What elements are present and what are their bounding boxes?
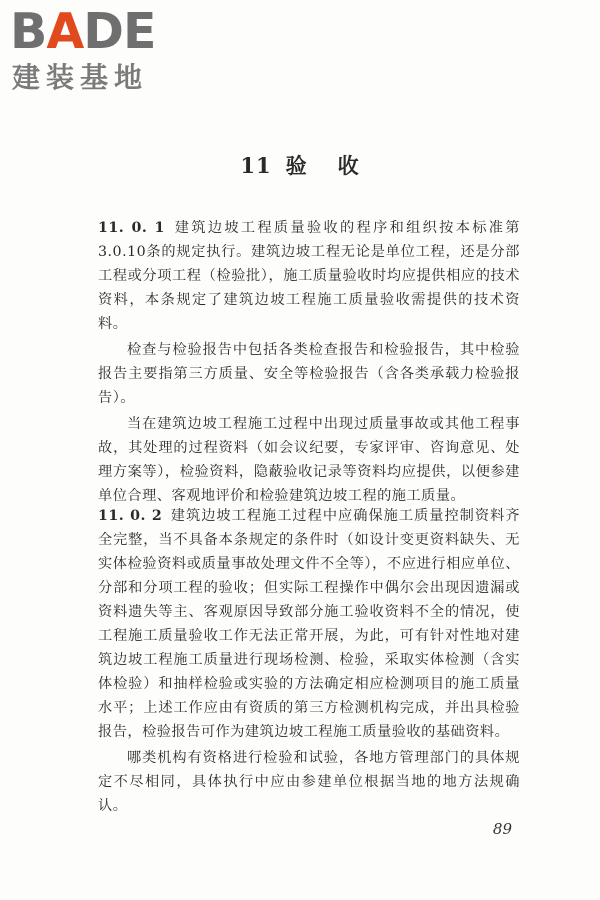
paragraph: 哪类机构有资格进行检验和试验，各地方管理部门的具体规定不尽相同，具体执行中应由参建单位根据当地的地方法规确认。 — [98, 750, 520, 814]
clause-paragraph — [98, 504, 520, 744]
bade-logo — [10, 3, 175, 98]
paragraph: 检查与检验报告中包括各类检查报告和检验报告，其中检验报告主要指第三方质量、安全等检验报告（含各类承载力检验报告）。 — [98, 342, 520, 406]
logo-letter-b: B — [10, 3, 47, 60]
logo-letter-a-accent: A — [46, 3, 84, 60]
page-number: 89 — [492, 820, 512, 838]
logo-wordmark — [10, 3, 156, 60]
section-11-0-1 — [98, 216, 520, 508]
clause-paragraph — [98, 216, 520, 336]
clause-number: 11. 0. 2 — [98, 508, 163, 524]
logo-letters-de: DE — [83, 3, 156, 60]
paragraph: 当在建筑边坡工程施工过程中出现过质量事故或其他工程事故，其处理的过程资料（如会议纪要，专家评审、咨询意见、处理方案等），检验资料，隐蔽验收记录等资料均应提供，以便参建单位合理、客观地评价和检验建筑边坡工程的施工质量。 — [98, 416, 520, 504]
chapter-title — [0, 150, 600, 180]
clause-number: 11. 0. 1 — [98, 220, 165, 236]
chapter-title-char-2: 收 — [337, 153, 360, 178]
paragraph-text: 建筑边坡工程施工过程中应确保施工质量控制资料齐全完整，当不具备本条规定的条件时（如设计变更资料缺失、无实体检验资料或质量事故处理文件不全等），不应进行相应单位、分部和分项工程的验收；但实际工程操作中偶尔会出现因遗漏或资料遗失等主、客观原因导致部分施工验收资料不全的情况，使工程施工质量验收工作无法正常开展，为此，可有针对性地对建筑边坡工程施工质量进行现场检测、检验，采取实体检测（含实体检验）和抽样检验或实验的方法确定相应检测项目的施工质量水平；上述工作应由有资质的第三方检测机构完成，并出具检验报告，检验报告可作为建筑边坡工程施工质量验收的基础资料。 — [98, 508, 520, 740]
chapter-number: 11 — [240, 153, 272, 178]
chapter-title-char-1: 验 — [285, 153, 308, 178]
paragraph-text: 建筑边坡工程质量验收的程序和组织按本标准第3.0.10条的规定执行。建筑边坡工程无论是单位工程，还是分部工程或分项工程（检验批），施工质量验收时均应提供相应的技术资料，本条规定了建筑边坡工程施工质量验收需提供的技术资料。 — [98, 220, 520, 332]
section-11-0-2 — [98, 504, 520, 818]
logo-subtitle: 建装基地 — [12, 61, 149, 94]
